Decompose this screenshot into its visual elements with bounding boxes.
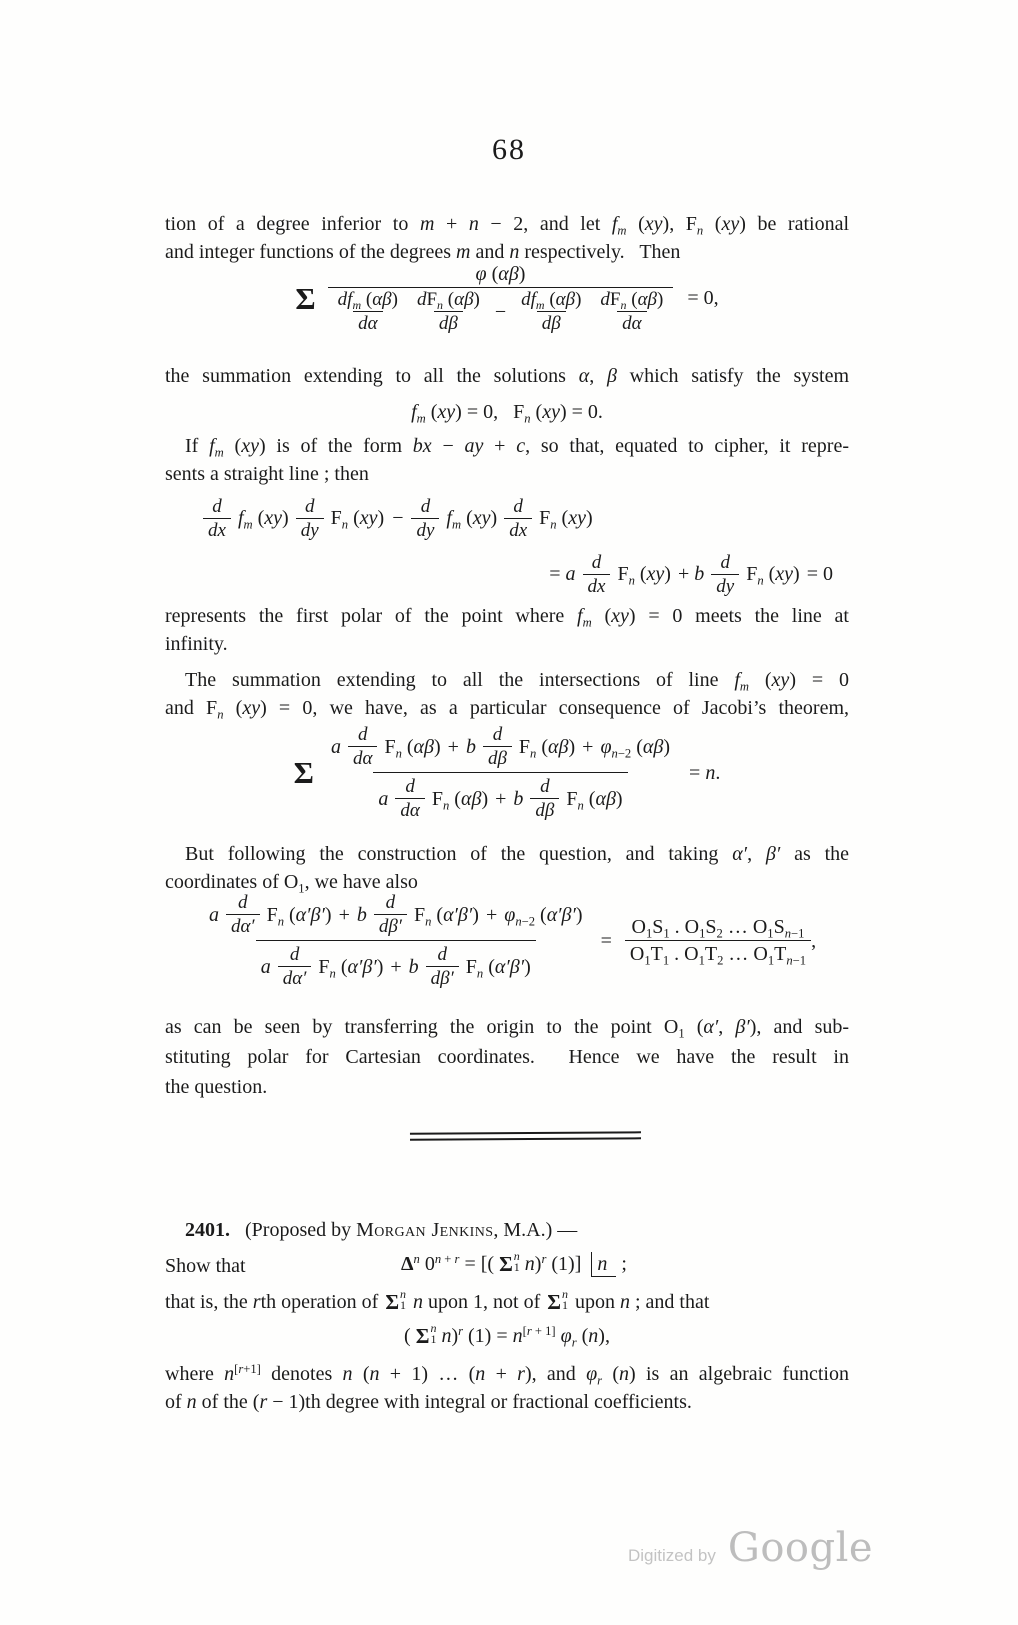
math-term: ; (621, 1253, 627, 1275)
proposer-name: Morgan Jenkins (356, 1219, 494, 1241)
paragraph-but-following (165, 840, 849, 896)
equation-sum-phi (165, 262, 849, 334)
text-line: the question. (165, 1076, 268, 1098)
digitized-by-label: Digitized by (628, 1546, 716, 1565)
math-term: n)$^r$ (1)] (524, 1252, 582, 1275)
minus-sign: − (392, 507, 404, 529)
text-line: of n of the (r − 1)th degree with integral or fractional coefficients. (165, 1391, 692, 1413)
math-term: ( (404, 1325, 411, 1347)
fraction-denominator (328, 287, 674, 334)
show-that-label: Show that (165, 1255, 246, 1277)
equation-origin-transfer (150, 892, 870, 989)
fraction-denominator: a d dα $F_n$ (αβ) + b d dβ $F_n$ (αβ) (373, 772, 627, 821)
sigma-with-limits: Σ n 1 (547, 1287, 568, 1314)
text-line: that is, the rth operation of Σ n 1 n upon 1, not of Σ n 1 upon n ; and that (165, 1287, 710, 1314)
text-line: stituting polar for Cartesian coordinates. Hence we have the result in (165, 1046, 849, 1068)
math-term: $f_m$ (xy) (237, 507, 289, 532)
paragraph-that-is (165, 1288, 849, 1316)
text-line: sents a straight line ; then (165, 463, 369, 485)
math-term: + b (677, 563, 705, 585)
fraction-numerator: φ (αβ) (475, 263, 526, 285)
equation-jacobi-consequence (165, 724, 849, 821)
derivative-fraction: d dx (504, 496, 532, 541)
text-line (165, 1216, 849, 1244)
text-line: If $f_m$ (xy) is of the form bx − ay + c, so that, equated to cipher, it repre- (185, 435, 849, 460)
equals-sign: = (600, 929, 612, 952)
main-fraction (326, 724, 675, 821)
equation-system (165, 398, 849, 426)
sigma-symbol: Σ (295, 280, 316, 316)
google-logo: Google (727, 1525, 874, 1571)
equation-line (165, 546, 849, 602)
section-divider (410, 1131, 641, 1144)
equation-line (165, 490, 849, 546)
equation-2401-show (401, 1250, 627, 1278)
math-term: $F_n$ (xy) (746, 563, 800, 588)
text-line: But following the construction of the question, and taking α′, β′ as the (185, 843, 850, 865)
sigma-with-limits: Σ n 1 (415, 1321, 437, 1348)
derivative-fraction: d dy (296, 496, 324, 541)
derivative-fraction: $dF_n$ (αβ) dβ (416, 289, 480, 334)
derivative-fraction: d dx (203, 496, 231, 541)
equals-n: = n. (689, 761, 721, 784)
proposed-by-text: (Proposed by (245, 1219, 357, 1241)
main-fraction (328, 262, 674, 334)
divider-rule (410, 1131, 641, 1135)
factorial-notation: n (591, 1252, 616, 1277)
text-line: coordinates of $O_1$, we have also (165, 871, 418, 896)
text-line: as can be seen by transferring the origin to the point $O_1$ (α′, β′), and sub- (165, 1016, 850, 1041)
divider-rule (410, 1137, 641, 1141)
derivative-fraction: d dx (583, 552, 611, 597)
derivative-fraction: $df_m$ (αβ) dα (337, 289, 398, 334)
paragraph-summation (165, 362, 849, 390)
math-term: $F_n$ (xy) (330, 507, 385, 532)
paragraph-intro (165, 210, 849, 266)
text-line: and $F_n$ (xy) = 0, we have, as a particular consequence of Jacobi’s theorem, (165, 697, 849, 722)
equals-zero: = 0, (687, 287, 719, 309)
math-term: $f_m$ (xy) (446, 507, 498, 532)
google-watermark (628, 1525, 874, 1571)
fraction-denominator: a d dα′ $F_n$ (α′β′) + b d dβ′ $F_n$ (α′β′) (256, 940, 536, 989)
page-number: 68 (492, 133, 526, 166)
problem-heading (165, 1216, 849, 1244)
text-line: $f_m$ (xy) = 0, $F_n$ (xy) = 0. (411, 401, 603, 426)
sigma-symbol: Σ (293, 755, 314, 790)
text-line: where n[r+1] denotes n (n + 1) … (n + r), and $\varphi_r$ (n) is an algebraic function (165, 1362, 849, 1388)
math-term: n)$^r$ (1) = n[r + 1] $\varphi_r$ (n), (441, 1324, 610, 1350)
fraction-numerator: a d dα $F_n$ (αβ) + b d dβ $F_n$ (αβ) + $\varphi_{n-2}$ (αβ) (330, 724, 671, 769)
paragraph-if-form (165, 432, 849, 488)
math-term: = a (549, 563, 576, 585)
paragraph-as-can-be-seen (165, 1012, 849, 1102)
math-term: = 0 (806, 563, 833, 585)
sigma-with-limits: Σ n 1 (385, 1287, 407, 1314)
minus-sign: − (494, 300, 507, 323)
paragraph-where (165, 1360, 849, 1416)
show-that-line (165, 1250, 849, 1284)
text-line: represents the first polar of the point where $f_m$ (xy) = 0 meets the line at (165, 605, 849, 630)
derivative-fraction: $\frac{d}{dy}$ (411, 496, 439, 541)
ratio-fraction: $\frac{O_1S_1 . O_1S_2 \dots O_1S_{n-1}}{O_1T_1 . O_1T_2 \dots O_1T_{n-1}}$ (625, 915, 811, 966)
trailing-comma: , (811, 929, 817, 952)
problem-number: 2401. (185, 1219, 230, 1241)
fraction-numerator: a d dα′ $F_n$ (α′β′) + b d dβ′ $F_n$ (α′β′) + $\varphi_{n-2}$ (α′β′) (208, 892, 583, 937)
paragraph-the-summation (165, 666, 849, 722)
text-line: The summation extending to all the intersections of line $f_m$ (xy) = 0 (185, 669, 849, 694)
text-line: tion of a degree inferior to m + n − 2, and let $f_m$ (xy), $F_n$ (xy) be rational (165, 213, 850, 238)
equation-2401-phi (165, 1322, 849, 1350)
sigma-with-limits: Σ n 1 (499, 1249, 520, 1276)
math-term: $\Delta^n$ $0^{n + r}$ = [( (401, 1252, 495, 1275)
equation-first-polar (165, 490, 849, 602)
text-line: and integer functions of the degrees m and n respectively. Then (165, 241, 681, 263)
paragraph-represents (165, 602, 849, 658)
math-term: $F_n$ (xy) (617, 563, 671, 588)
proposed-by-suffix: , M.A.) — (493, 1219, 578, 1241)
math-term: $F_n$ (xy) (539, 507, 593, 532)
derivative-fraction: $df_m$ (αβ) dβ (521, 289, 582, 334)
text-line: infinity. (165, 633, 228, 655)
text-line: the summation extending to all the solutions α, β which satisfy the system (165, 365, 850, 387)
derivative-fraction: d dy (711, 552, 739, 597)
derivative-fraction: $dF_n$ (αβ) dα (600, 289, 664, 334)
main-fraction (204, 892, 588, 989)
